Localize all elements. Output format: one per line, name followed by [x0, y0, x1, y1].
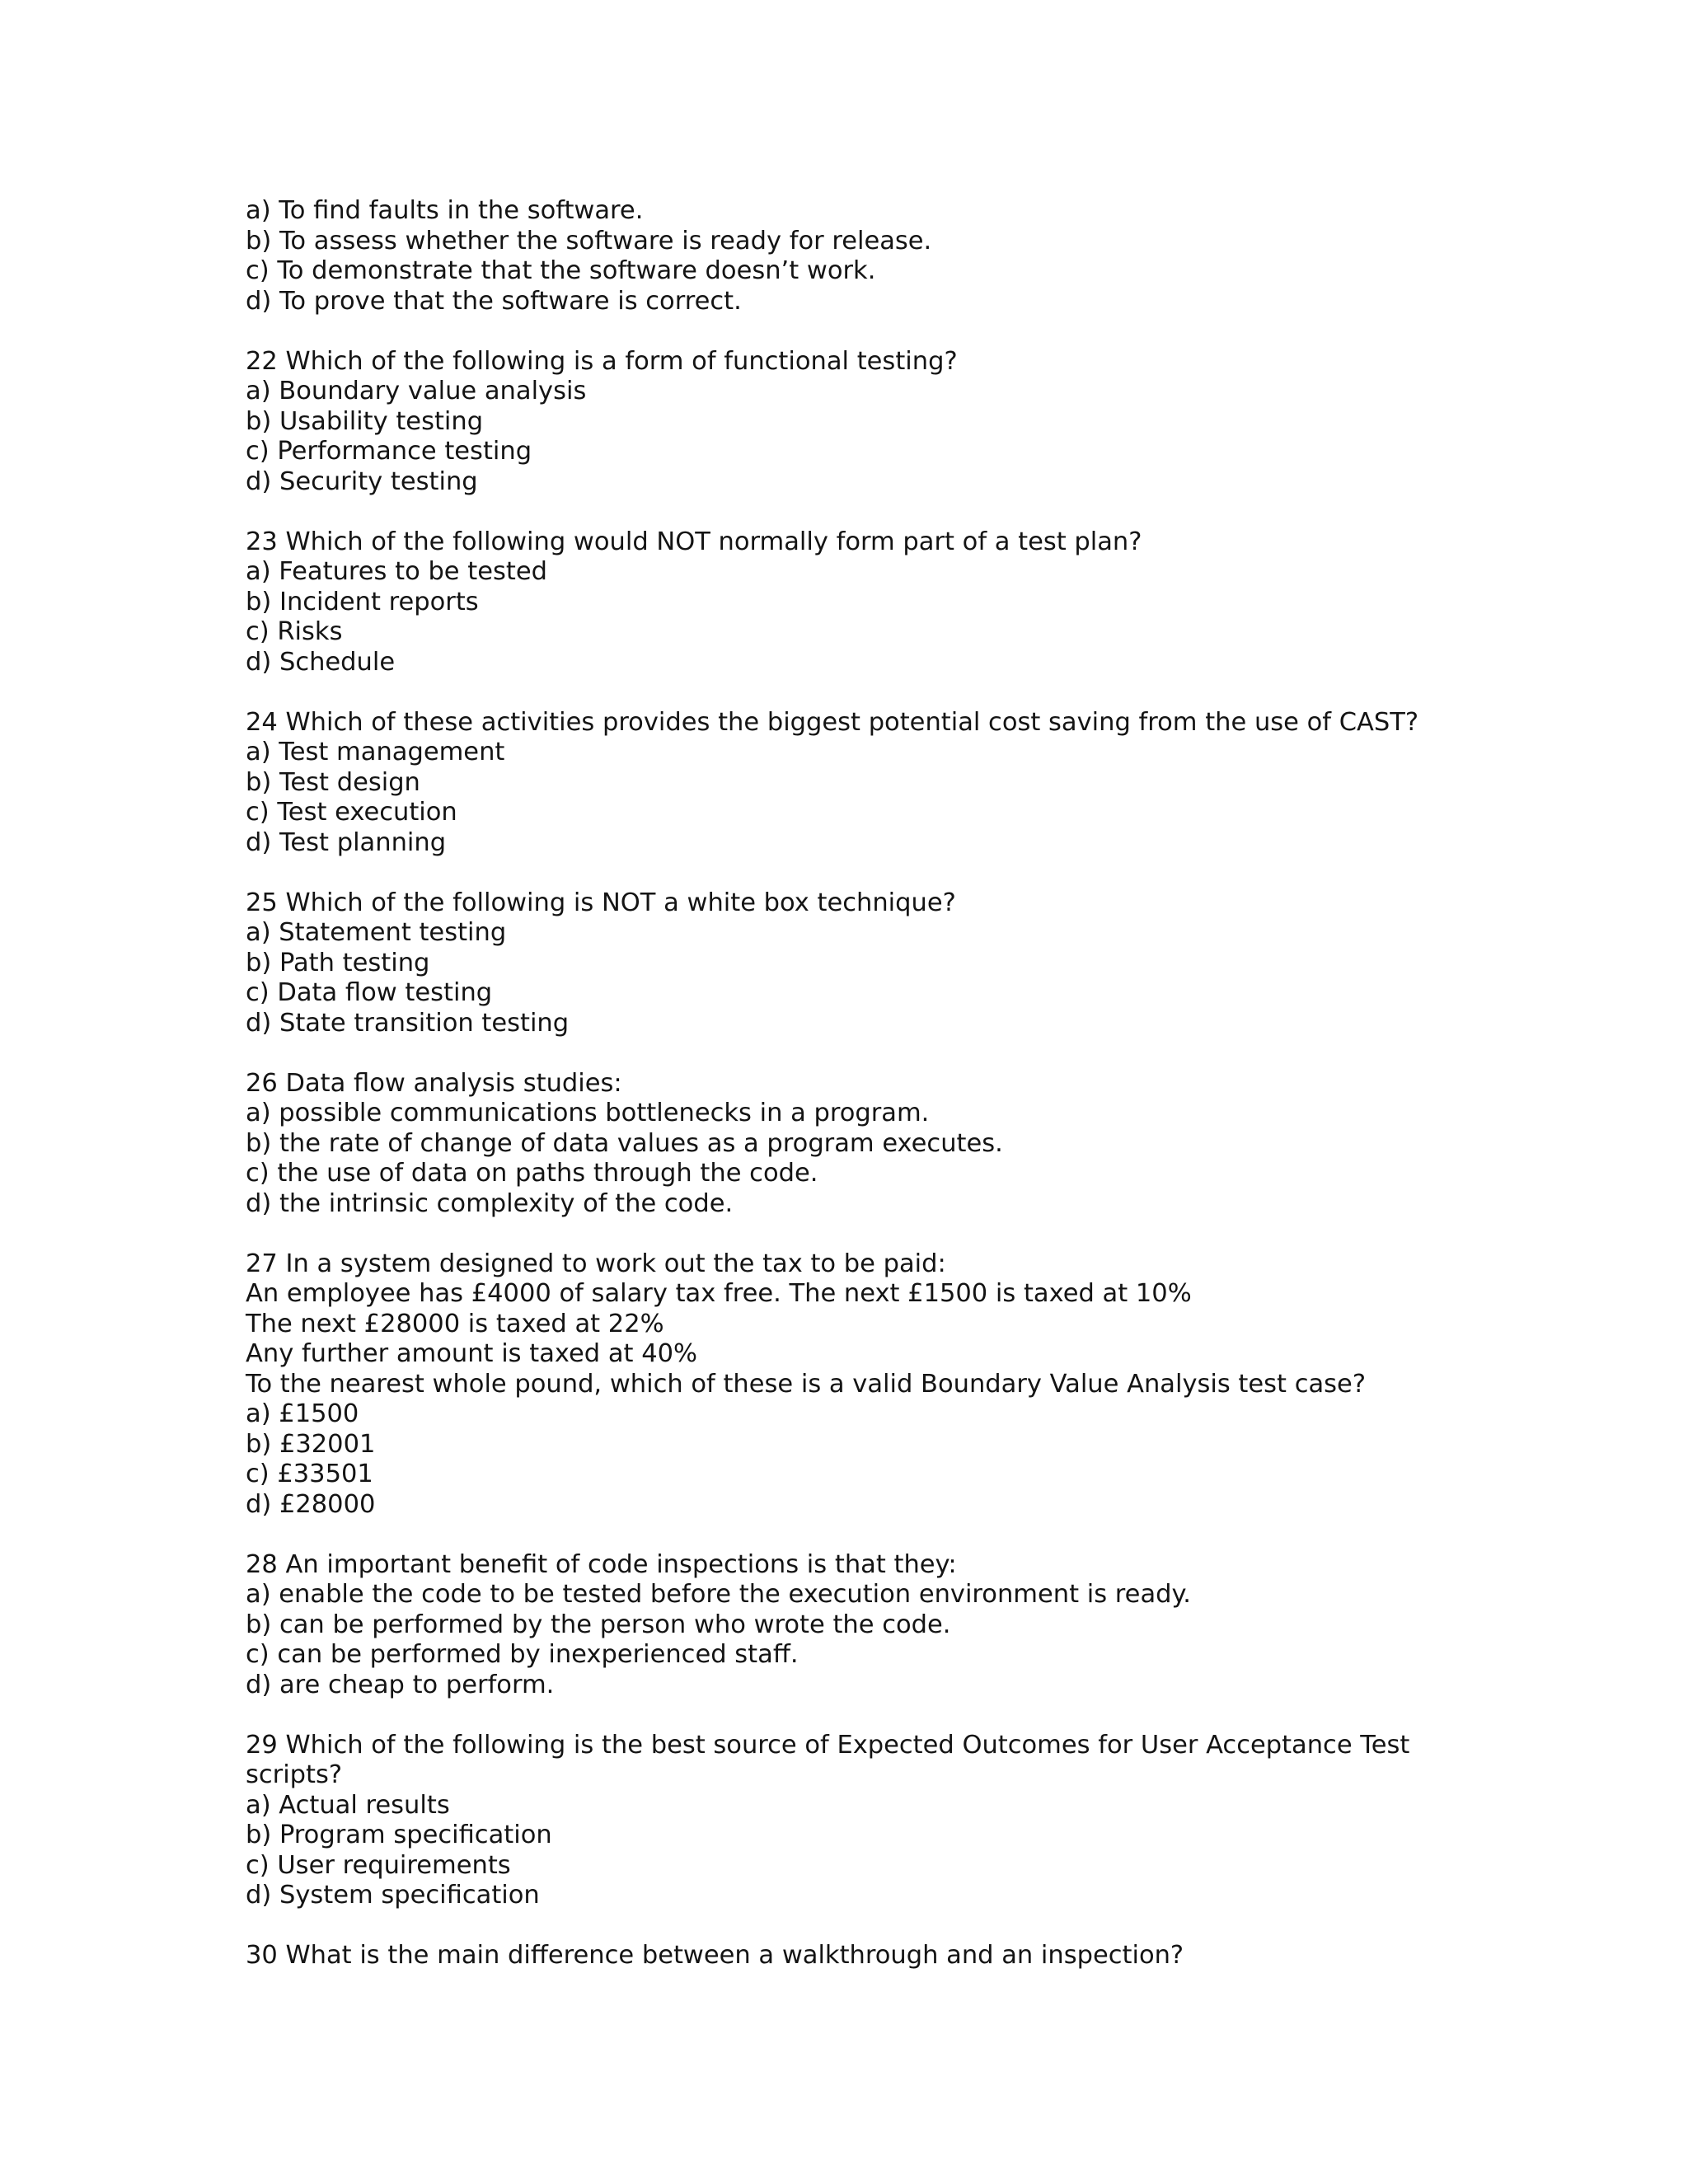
- question-context: An employee has £4000 of salary tax free. The next £1500 is taxed at 10%: [246, 1279, 1192, 1308]
- question-block-28: [246, 1550, 1531, 1701]
- question-text: 25 Which of the following is NOT a white box technique?: [246, 888, 956, 917]
- question-context: scripts?: [246, 1760, 343, 1789]
- question-text: 29 Which of the following is the best source of Expected Outcomes for User Acceptance Test: [246, 1730, 1410, 1760]
- answer-option: d) the intrinsic complexity of the code.: [246, 1188, 734, 1218]
- question-text: 30 What is the main difference between a walkthrough and an inspection?: [246, 1941, 1184, 1970]
- answer-option: d) To prove that the software is correct.: [246, 286, 742, 316]
- answer-option: d) Test planning: [246, 827, 447, 857]
- question-block-29: [246, 1731, 1531, 1911]
- answer-option: d) £28000: [246, 1489, 376, 1519]
- question-block-22: [246, 347, 1531, 498]
- question-text: 28 An important benefit of code inspections is that they:: [246, 1549, 957, 1579]
- answer-option: b) £32001: [246, 1429, 376, 1459]
- block-spacer: [246, 1219, 1531, 1249]
- question-block-24: [246, 708, 1531, 859]
- answer-option: b) To assess whether the software is ready for release.: [246, 226, 932, 255]
- block-spacer: [246, 858, 1531, 888]
- block-spacer: [246, 497, 1531, 527]
- answer-option: d) System specification: [246, 1881, 540, 1910]
- answer-option: b) the rate of change of data values as a program executes.: [246, 1128, 1003, 1158]
- answer-option: b) Usability testing: [246, 406, 484, 436]
- answer-option: c) Data flow testing: [246, 978, 493, 1007]
- question-block-21: [246, 196, 1531, 316]
- answer-option: a) £1500: [246, 1399, 359, 1428]
- answer-option: b) Path testing: [246, 948, 430, 977]
- answer-option: b) can be performed by the person who wrote the code.: [246, 1610, 951, 1639]
- block-spacer: [246, 316, 1531, 347]
- question-text: 26 Data flow analysis studies:: [246, 1068, 622, 1098]
- answer-option: a) possible communications bottlenecks in a program.: [246, 1099, 930, 1127]
- question-block-27: [246, 1249, 1531, 1521]
- answer-option: c) Risks: [246, 617, 343, 646]
- answer-option: b) Test design: [246, 767, 420, 797]
- answer-option: d) Security testing: [246, 466, 478, 496]
- document-page: [246, 196, 1531, 1971]
- answer-option: c) can be performed by inexperienced staff.: [246, 1640, 799, 1669]
- question-text: 23 Which of the following would NOT normally form part of a test plan?: [246, 527, 1142, 556]
- question-block-26: [246, 1069, 1531, 1220]
- question-block-30: [246, 1941, 1531, 1971]
- block-spacer: [246, 677, 1531, 708]
- answer-option: a) Actual results: [246, 1790, 450, 1820]
- question-context: To the nearest whole pound, which of these is a valid Boundary Value Analysis test case?: [246, 1369, 1367, 1399]
- answer-option: a) enable the code to be tested before the execution environment is ready.: [246, 1580, 1191, 1609]
- answer-option: c) Performance testing: [246, 437, 532, 466]
- block-spacer: [246, 1700, 1531, 1731]
- answer-option: c) the use of data on paths through the code.: [246, 1159, 818, 1188]
- answer-option: a) To find faults in the software.: [246, 196, 644, 225]
- question-text: 27 In a system designed to work out the tax to be paid:: [246, 1249, 946, 1278]
- question-block-25: [246, 888, 1531, 1039]
- answer-option: a) Test management: [246, 738, 505, 766]
- question-text: 22 Which of the following is a form of functional testing?: [246, 346, 958, 376]
- answer-option: b) Incident reports: [246, 587, 479, 616]
- answer-option: d) State transition testing: [246, 1008, 570, 1038]
- question-text: 24 Which of these activities provides the biggest potential cost saving from the use of CAST?: [246, 707, 1419, 737]
- answer-option: c) User requirements: [246, 1850, 511, 1880]
- question-context: The next £28000 is taxed at 22%: [246, 1309, 664, 1338]
- question-context: Any further amount is taxed at 40%: [246, 1339, 697, 1368]
- answer-option: d) are cheap to perform.: [246, 1670, 555, 1699]
- answer-option: c) To demonstrate that the software doesn’t work.: [246, 256, 876, 285]
- answer-option: a) Features to be tested: [246, 557, 547, 586]
- block-spacer: [246, 1038, 1531, 1069]
- answer-option: b) Program specification: [246, 1821, 552, 1849]
- block-spacer: [246, 1911, 1531, 1942]
- question-block-23: [246, 527, 1531, 678]
- answer-option: c) £33501: [246, 1460, 373, 1488]
- answer-option: a) Boundary value analysis: [246, 377, 587, 405]
- answer-option: c) Test execution: [246, 798, 457, 827]
- answer-option: a) Statement testing: [246, 918, 507, 947]
- answer-option: d) Schedule: [246, 647, 396, 677]
- block-spacer: [246, 1520, 1531, 1550]
